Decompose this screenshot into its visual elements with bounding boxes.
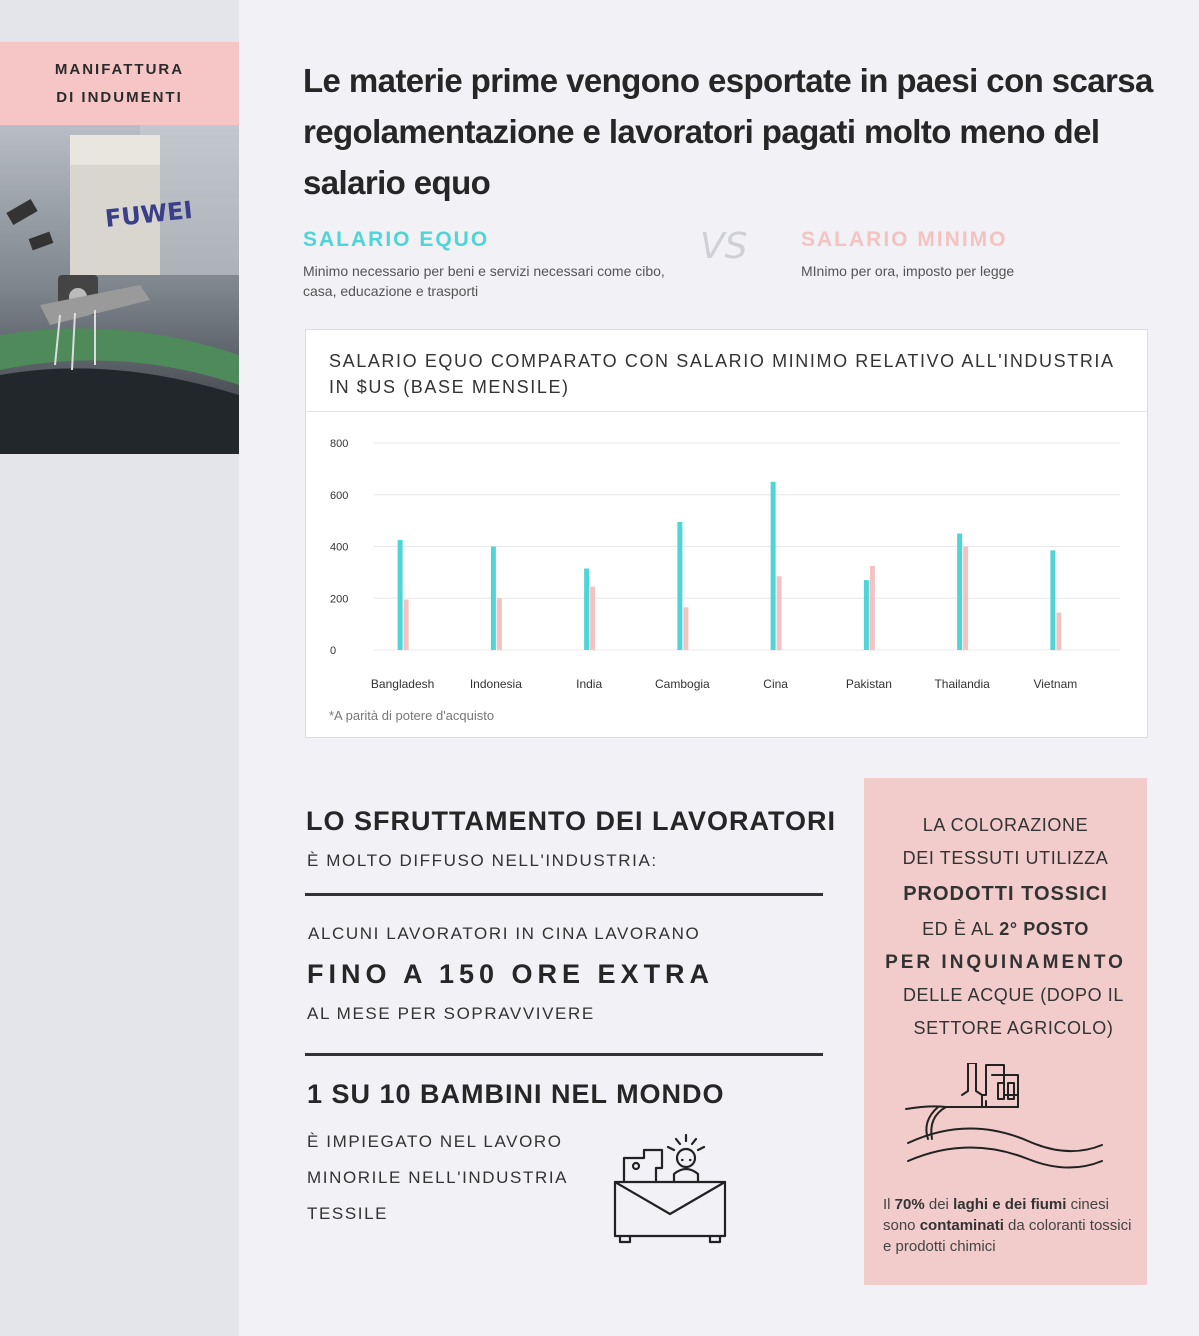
footnote-bold: laghi e dei fiumi <box>953 1196 1067 1213</box>
pollution-line: DELLE ACQUE (DOPO IL <box>902 985 1125 1005</box>
water-pollution-highlight: PER INQUINAMENTO <box>885 952 1126 973</box>
bar-minimo <box>1056 612 1061 650</box>
pollution-line: DEI TESSUTI UTILIZZA <box>902 848 1109 868</box>
child-labor-title: 1 SU 10 BAMBINI NEL MONDO <box>307 1079 725 1109</box>
footnote-bold: contaminati <box>919 1217 1004 1234</box>
y-tick-label: 400 <box>330 541 349 554</box>
fair-wage-description: Minimo necessario per beni e servizi necessari come cibo, casa, educazione e trasporti <box>303 263 665 299</box>
pollution-rank-value: 2° POSTO <box>999 919 1089 939</box>
headline: Le materie prime vengono esportate in paesi con scarsa regolamentazione e lavoratori pagati molto meno del salario equo <box>303 62 1153 201</box>
bar-minimo <box>683 607 688 650</box>
footnote-part: cinesi sono <box>883 1196 1109 1234</box>
bar-equo <box>1050 550 1055 650</box>
x-tick-label: Bangladesh <box>370 677 435 691</box>
exploitation-title: LO SFRUTTAMENTO DEI LAVORATORI <box>306 806 836 836</box>
factory-water-pollution-icon <box>902 1063 1112 1175</box>
minimum-wage-title: SALARIO MINIMO <box>801 228 1008 251</box>
toxic-products-highlight: PRODOTTI TOSSICI <box>903 883 1108 905</box>
divider <box>305 893 823 896</box>
section-label-line1: MANIFATTURA <box>54 60 185 78</box>
footnote-part: da coloranti tossici e prodotti chimici <box>883 1217 1132 1255</box>
footnote-part: Il <box>883 1196 895 1213</box>
fair-wage-title: SALARIO EQUO <box>303 228 490 251</box>
child-at-sewing-machine-icon <box>610 1132 732 1244</box>
sidebar <box>0 0 239 1336</box>
chart-footnote: *A parità di potere d'acquisto <box>329 708 495 723</box>
bar-equo <box>398 540 403 650</box>
bar-equo <box>957 534 962 650</box>
bar-equo <box>584 568 589 650</box>
y-tick-label: 200 <box>330 593 349 606</box>
wage-bar-chart <box>306 412 1147 702</box>
pollution-line: SETTORE AGRICOLO) <box>913 1018 1114 1038</box>
pollution-rank-prefix: ED È AL <box>922 919 1000 939</box>
x-tick-label: Pakistan <box>845 677 892 691</box>
x-tick-label: Thailandia <box>934 677 990 691</box>
y-tick-label: 800 <box>330 438 349 450</box>
pollution-footnote <box>883 1194 1133 1257</box>
wage-chart-card <box>305 329 1148 738</box>
x-tick-label: Indonesia <box>469 677 522 691</box>
x-tick-label: Cina <box>763 677 788 691</box>
minimum-wage-description: MInimo per ora, imposto per legge <box>801 263 1015 279</box>
overtime-highlight: FINO A 150 ORE EXTRA <box>307 959 715 989</box>
bar-equo <box>677 522 682 650</box>
bar-minimo <box>497 598 502 650</box>
bar-equo <box>864 580 869 650</box>
chart-title: SALARIO EQUO COMPARATO CON SALARIO MINIMO RELATIVO ALL'INDUSTRIA IN $US (BASE MENSILE) <box>306 330 1147 412</box>
child-labor-text: È IMPIEGATO NEL LAVORO MINORILE NELL'INDUSTRIA TESSILE <box>307 1132 568 1223</box>
bar-equo <box>771 482 776 650</box>
footnote-bold: 70% <box>894 1196 925 1213</box>
section-label <box>0 42 239 125</box>
pollution-line: LA COLORAZIONE <box>922 815 1089 835</box>
y-tick-label: 600 <box>330 489 349 502</box>
bar-minimo <box>963 547 968 651</box>
pollution-panel <box>864 778 1147 1285</box>
x-tick-label: Cambogia <box>655 677 710 691</box>
bar-minimo <box>777 576 782 650</box>
exploitation-subtitle: È MOLTO DIFFUSO NELL'INDUSTRIA: <box>307 851 658 870</box>
bar-minimo <box>870 566 875 650</box>
vs-label: VS <box>700 226 748 267</box>
survival-text: AL MESE PER SOPRAVVIVERE <box>307 1004 595 1023</box>
embroidery-machine-photo <box>0 125 239 454</box>
china-workers-text: ALCUNI LAVORATORI IN CINA LAVORANO <box>308 924 701 943</box>
bar-minimo <box>590 587 595 650</box>
photo-brand-text: FUWEI <box>103 195 194 233</box>
bar-equo <box>491 547 496 651</box>
x-tick-label: India <box>576 677 603 691</box>
footnote-part: dei <box>924 1196 954 1213</box>
x-tick-label: Vietnam <box>1033 677 1078 691</box>
pollution-rank-line <box>864 919 1147 940</box>
y-tick-label: 0 <box>330 645 337 657</box>
bar-minimo <box>404 600 409 650</box>
divider <box>305 1053 823 1056</box>
section-label-line2: DI INDUMENTI <box>56 88 183 106</box>
